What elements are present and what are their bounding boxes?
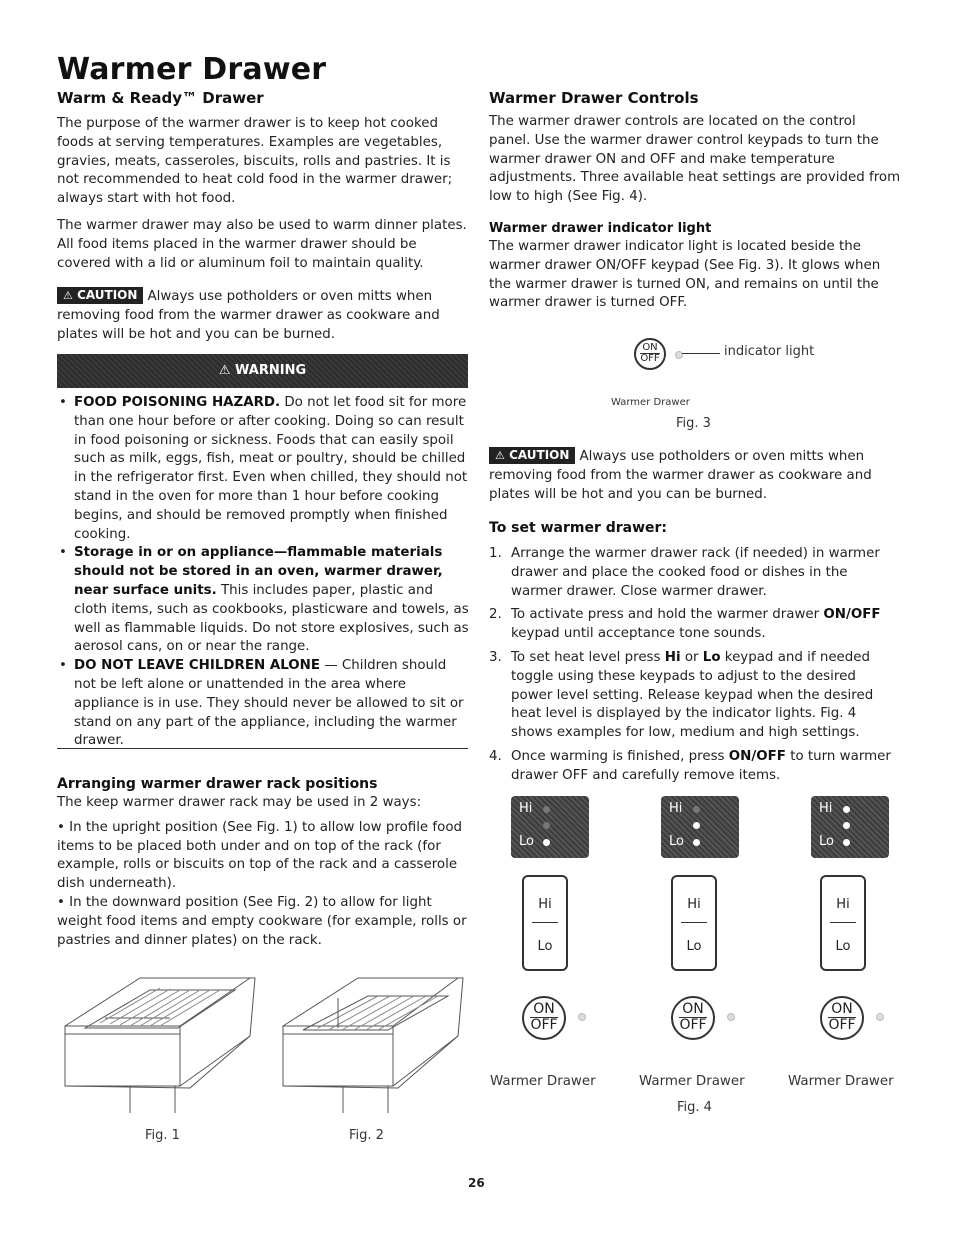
keypad-hi-label: Hi (687, 897, 701, 912)
fig4-hilo-keypad (522, 875, 568, 971)
onoff-on-label: ON (533, 1001, 555, 1017)
caution-label: CAUTION (509, 448, 570, 462)
warm-ready-para1: The purpose of the warmer drawer is to keep hot cooked foods at serving temperatures. Examples are vegetables, gravies, meats, casseroles, biscuits, rolls and pastries. It is not recommended to heat cold food in the warmer drawer; always start with hot food. (57, 116, 453, 207)
fig4-label-high: Warmer Drawer (788, 1074, 894, 1089)
panel-lo-label: Lo (519, 834, 534, 849)
fig4-onoff-keypad (820, 996, 864, 1040)
keypad-hi-label: Hi (836, 897, 850, 912)
fig3-onoff-keypad (634, 338, 666, 370)
step-number: 4. (489, 748, 502, 764)
fig3-caption: Fig. 3 (676, 416, 711, 431)
step-item (489, 748, 901, 786)
keypad-divider (532, 922, 558, 923)
warning-triangle-icon: ⚠ (495, 449, 505, 462)
warning-list-container (57, 394, 469, 751)
warning-label: WARNING (235, 363, 307, 378)
fig4-hilo-keypad (671, 875, 717, 971)
warning-item-text: — Children should not be left alone or unattended in the area where appliance is in use. They should never be allowed to sit or stand on any part of the appliance, including the warmer drawer. (74, 658, 464, 749)
set-drawer-section (489, 520, 901, 791)
fig4-panel-low (511, 796, 589, 858)
indicator-leader-line (682, 353, 720, 354)
step-bold: Hi (664, 649, 681, 665)
panel-lo-label: Lo (669, 834, 684, 849)
step-text: keypad and if needed toggle using these keypads to adjust to the desired power level setting. Release keypad when the desired heat level is displayed by the indicator lights. Fig. 4 shows examples for low, medium and high settings. (511, 649, 874, 741)
drawer-fig1-illustration (60, 968, 260, 1118)
left-column (57, 88, 469, 345)
step-text: or (680, 649, 703, 665)
rack-section-title: Arranging warmer drawer rack positions (57, 776, 378, 792)
rack-item-downward: • In the downward position (See Fig. 2) to allow for light weight food items and empty cookware (for example, rolls or pastries and dinner plates) on the rack. (57, 894, 467, 948)
step-text: To activate press and hold the warmer drawer (511, 607, 824, 623)
indicator-title: Warmer drawer indicator light (489, 220, 712, 236)
caution-text-left: Always use potholders or oven mitts when removing food from the warmer drawer as cookware and plates will be hot and you can be burned. (57, 289, 440, 342)
step-number: 2. (489, 607, 502, 623)
step-number: 3. (489, 649, 502, 665)
step-item (489, 649, 901, 743)
controls-intro: The warmer drawer controls are located on the control panel. Use the warmer drawer control keypads to turn the warmer drawer ON and OFF and make temperature adjustments. Three available heat settings are provided from low to high (See Fig. 4). (489, 114, 901, 205)
indicator-light-label: indicator light (724, 344, 815, 359)
keypad-lo-label: Lo (686, 939, 702, 954)
onoff-off-label: OFF (640, 353, 660, 364)
indicator-light-dot (578, 1013, 586, 1021)
panel-hi-label: Hi (519, 801, 533, 816)
keypad-divider (830, 922, 856, 923)
level-light-dot (843, 806, 850, 813)
caution-paragraph-right (489, 447, 901, 504)
indicator-light-dot (876, 1013, 884, 1021)
warning-banner (57, 354, 468, 388)
warning-bottom-rule (57, 748, 468, 749)
warm-ready-para2: The warmer drawer may also be used to warm dinner plates. All food items placed in the warmer drawer should be covered with a lid or aluminum foil to maintain quality. (57, 217, 467, 271)
fig4-label-medium: Warmer Drawer (639, 1074, 745, 1089)
fig3-sub-label: Warmer Drawer (611, 397, 690, 408)
panel-hi-label: Hi (819, 801, 833, 816)
step-item (489, 606, 901, 644)
level-light-dot (543, 839, 550, 846)
fig2-caption: Fig. 2 (349, 1128, 384, 1143)
level-light-dot (693, 839, 700, 846)
keypad-hi-label: Hi (538, 897, 552, 912)
panel-hi-label: Hi (669, 801, 683, 816)
rack-item-upright: • In the upright position (See Fig. 1) to allow low profile food items to be placed both under and on top of the rack (for example, rolls or biscuits on top of the rack and a casserole dish underneath). (57, 819, 463, 892)
warning-item (57, 394, 469, 544)
rack-section (57, 776, 469, 950)
fig4-hilo-keypad (820, 875, 866, 971)
set-drawer-title: To set warmer drawer: (489, 520, 668, 536)
caution-badge-right (489, 447, 575, 464)
set-drawer-steps (489, 545, 901, 786)
step-text: keypad until acceptance tone sounds. (511, 626, 766, 642)
keypad-lo-label: Lo (537, 939, 553, 954)
warm-ready-title: Warm & Ready™ Drawer (57, 89, 264, 107)
onoff-on-label: ON (682, 1001, 704, 1017)
onoff-off-label: OFF (679, 1017, 707, 1033)
keypad-lo-label: Lo (835, 939, 851, 954)
onoff-on-label: ON (831, 1001, 853, 1017)
warning-list (57, 394, 469, 751)
fig4-label-low: Warmer Drawer (490, 1074, 596, 1089)
level-light-dot (843, 822, 850, 829)
rack-intro: The keep warmer drawer rack may be used in 2 ways: (57, 795, 422, 810)
fig4-panel-high (811, 796, 889, 858)
warning-item-text: This includes paper, plastic and cloth items, such as cookbooks, plasticware and towels, as well as flammable liquids. Do not store explosives, such as aerosol cans, on or near the range. (74, 582, 469, 655)
warning-item (57, 657, 469, 751)
right-column (489, 88, 901, 313)
fig1-caption: Fig. 1 (145, 1128, 180, 1143)
step-text: Once warming is finished, press (511, 748, 729, 764)
page-number: 26 (468, 1176, 485, 1190)
level-light-dot (843, 839, 850, 846)
step-text: To set heat level press (511, 649, 665, 665)
warning-item-text: Do not let food sit for more than one hour before or after cooking. Doing so can result in food poisoning or sickness. Foods that can easily spoil such as milk, eggs, fish, meat or poultry, should be chilled in the refrigerator first. Even when chilled, they should not stand in the oven for more than 1 hour before cooking begins, and should be removed promptly when finished cooking. (74, 395, 468, 542)
fig4-panel-medium (661, 796, 739, 858)
level-light-dot (693, 822, 700, 829)
step-text: Arrange the warmer drawer rack (if needed) in warmer drawer and place the cooked food or dishes in the warmer drawer. Close warmer drawer. (511, 546, 880, 599)
onoff-on-label: ON (642, 342, 658, 353)
controls-title: Warmer Drawer Controls (489, 89, 699, 107)
caution-paragraph-left (57, 287, 469, 344)
panel-lo-label: Lo (819, 834, 834, 849)
indicator-light-dot (727, 1013, 735, 1021)
step-bold: Lo (702, 649, 721, 665)
step-number: 1. (489, 546, 502, 561)
caution-label: CAUTION (77, 288, 138, 303)
level-light-dot (693, 806, 700, 813)
warning-item (57, 544, 469, 657)
fig4-caption: Fig. 4 (677, 1100, 712, 1115)
fig4-onoff-keypad (522, 996, 566, 1040)
caution-text-right: Always use potholders or oven mitts when removing food from the warmer drawer as cookware and plates will be hot and you can be burned. (489, 449, 872, 502)
warning-item-bold: Storage in or on appliance—flammable materials should not be stored in an oven, warmer drawer, near surface units. (74, 545, 443, 598)
caution-badge-left (57, 287, 143, 304)
step-item (489, 545, 901, 601)
warning-triangle-icon: ⚠ (218, 363, 231, 378)
step-bold: ON/OFF (823, 607, 881, 623)
keypad-divider (681, 922, 707, 923)
step-text: to turn warmer drawer OFF and carefully remove items. (511, 748, 891, 783)
warning-item-bold: DO NOT LEAVE CHILDREN ALONE (74, 658, 320, 674)
fig4-onoff-keypad (671, 996, 715, 1040)
drawer-fig2-illustration (278, 968, 468, 1118)
level-light-dot (543, 806, 550, 813)
warning-triangle-icon: ⚠ (63, 289, 73, 303)
page-title: Warmer Drawer (57, 52, 327, 87)
warning-item-bold: FOOD POISONING HAZARD. (74, 395, 281, 410)
onoff-off-label: OFF (530, 1017, 558, 1033)
step-bold: ON/OFF (728, 748, 786, 764)
indicator-text: The warmer drawer indicator light is located beside the warmer drawer ON/OFF keypad (See Fig. 3). It glows when the warmer drawer is turned ON, and remains on until the warmer drawer is turned OFF. (489, 238, 881, 311)
onoff-off-label: OFF (828, 1017, 856, 1033)
level-light-dot (543, 822, 550, 829)
